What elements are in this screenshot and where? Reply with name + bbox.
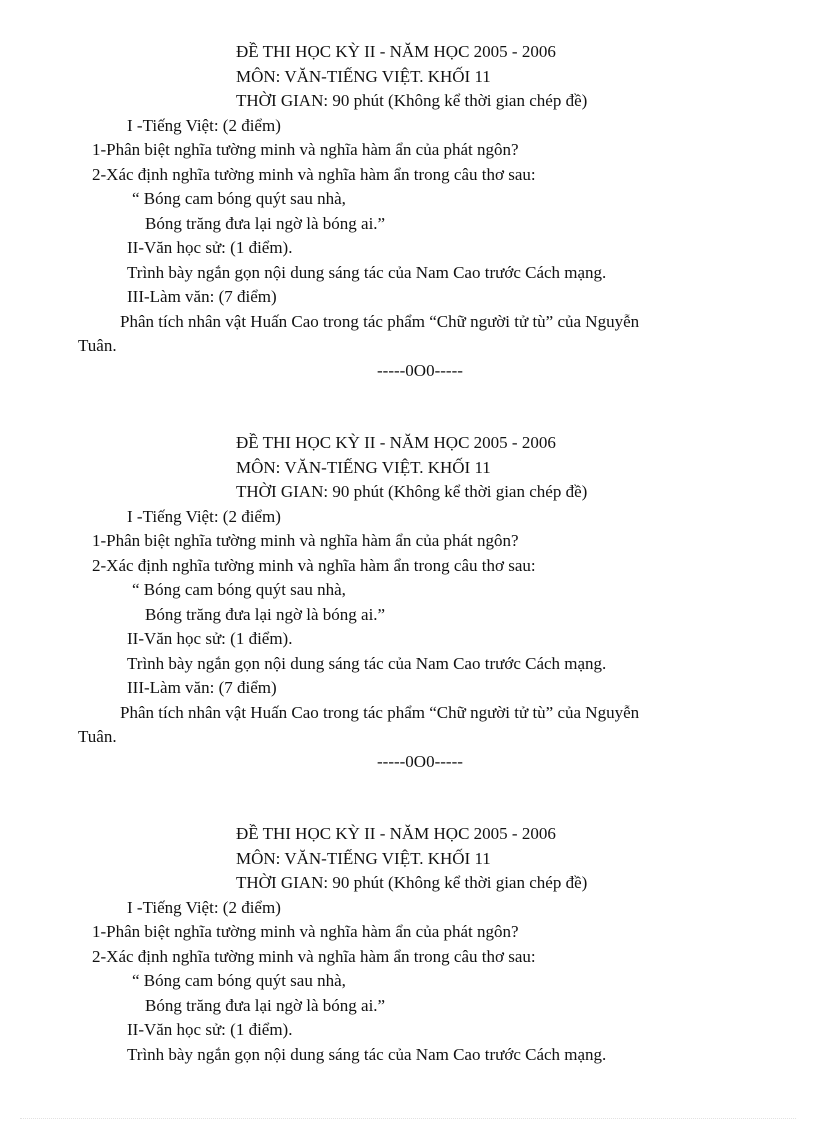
section-3-heading: III-Làm văn: (7 điểm) [127, 678, 277, 697]
section-1-heading: I -Tiếng Việt: (2 điểm) [127, 506, 281, 526]
section-2-heading: II-Văn học sử: (1 điểm). [127, 629, 293, 648]
section-3-heading: III-Làm văn: (7 điểm) [127, 287, 277, 306]
exam-block-1 [0, 40, 816, 383]
section-3-task: Phân tích nhân vật Huấn Cao trong tác phẩm “Chữ người tử tù” của Nguyễn [120, 311, 640, 331]
exam-block-3 [0, 822, 816, 1067]
separator: -----0O0----- [377, 751, 463, 771]
exam-subject: MÔN: VĂN-TIẾNG VIỆT. KHỐI 11 [236, 66, 491, 86]
exam-block-2 [0, 431, 816, 774]
question-1: 1-Phân biệt nghĩa tường minh và nghĩa hàm ẩn của phát ngôn? [92, 140, 519, 159]
section-1-heading: I -Tiếng Việt: (2 điểm) [127, 897, 281, 917]
poem-line-1: “ Bóng cam bóng quýt sau nhà, [132, 971, 346, 990]
exam-subject: MÔN: VĂN-TIẾNG VIỆT. KHỐI 11 [236, 457, 491, 477]
question-2: 2-Xác định nghĩa tường minh và nghĩa hàm ẩn trong câu thơ sau: [92, 164, 536, 184]
section-3-task-continued: Tuân. [78, 727, 117, 746]
poem-line-2: Bóng trăng đưa lại ngờ là bóng ai.” [145, 604, 386, 624]
question-2: 2-Xác định nghĩa tường minh và nghĩa hàm ẩn trong câu thơ sau: [92, 555, 536, 575]
exam-time: THỜI GIAN: 90 phút (Không kể thời gian chép đề) [236, 91, 588, 110]
poem-line-2: Bóng trăng đưa lại ngờ là bóng ai.” [145, 995, 386, 1015]
exam-title: ĐỀ THI HỌC KỲ II - NĂM HỌC 2005 - 2006 [236, 824, 556, 843]
section-2-task: Trình bày ngắn gọn nội dung sáng tác của Nam Cao trước Cách mạng. [127, 1044, 607, 1064]
exam-title: ĐỀ THI HỌC KỲ II - NĂM HỌC 2005 - 2006 [236, 42, 556, 61]
section-2-heading: II-Văn học sử: (1 điểm). [127, 1020, 293, 1039]
section-2-task: Trình bày ngắn gọn nội dung sáng tác của Nam Cao trước Cách mạng. [127, 653, 607, 673]
section-2-heading: II-Văn học sử: (1 điểm). [127, 238, 293, 257]
question-1: 1-Phân biệt nghĩa tường minh và nghĩa hàm ẩn của phát ngôn? [92, 922, 519, 941]
separator: -----0O0----- [377, 360, 463, 380]
page-bottom-divider [20, 1118, 796, 1119]
exam-subject: MÔN: VĂN-TIẾNG VIỆT. KHỐI 11 [236, 848, 491, 868]
exam-time: THỜI GIAN: 90 phút (Không kể thời gian chép đề) [236, 482, 588, 501]
section-2-task: Trình bày ngắn gọn nội dung sáng tác của Nam Cao trước Cách mạng. [127, 262, 607, 282]
poem-line-1: “ Bóng cam bóng quýt sau nhà, [132, 189, 346, 208]
section-3-task: Phân tích nhân vật Huấn Cao trong tác phẩm “Chữ người tử tù” của Nguyễn [120, 702, 640, 722]
exam-title: ĐỀ THI HỌC KỲ II - NĂM HỌC 2005 - 2006 [236, 433, 556, 452]
section-1-heading: I -Tiếng Việt: (2 điểm) [127, 115, 281, 135]
question-2: 2-Xác định nghĩa tường minh và nghĩa hàm ẩn trong câu thơ sau: [92, 946, 536, 966]
poem-line-2: Bóng trăng đưa lại ngờ là bóng ai.” [145, 213, 386, 233]
question-1: 1-Phân biệt nghĩa tường minh và nghĩa hàm ẩn của phát ngôn? [92, 531, 519, 550]
section-3-task-continued: Tuân. [78, 336, 117, 355]
poem-line-1: “ Bóng cam bóng quýt sau nhà, [132, 580, 346, 599]
exam-time: THỜI GIAN: 90 phút (Không kể thời gian chép đề) [236, 873, 588, 892]
